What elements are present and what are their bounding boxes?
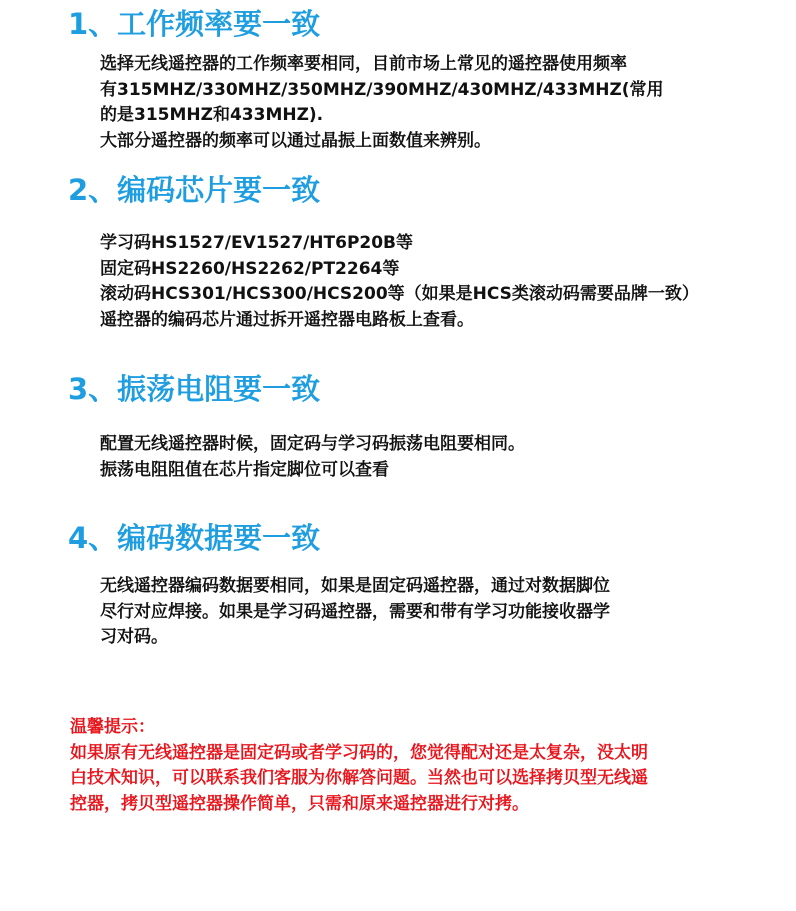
section-4-body (100, 574, 610, 651)
section-4-heading: 4、编码数据要一致 (68, 521, 321, 555)
section-2-line: 固定码HS2260/HS2262/PT2264等 (100, 258, 400, 279)
section-2-line: 学习码HS1527/EV1527/HT6P20B等 (100, 233, 414, 253)
section-2-line: 遥控器的编码芯片通过拆开遥控器电路板上查看。 (100, 309, 474, 330)
tip-line: 白技术知识，可以联系我们客服为你解答问题。当然也可以选择拷贝型无线遥 (70, 768, 648, 788)
section-4-line: 尽行对应焊接。如果是学习码遥控器，需要和带有学习功能接收器学 (100, 601, 610, 622)
section-1-line: 选择无线遥控器的工作频率要相同，目前市场上常见的遥控器使用频率 (100, 54, 627, 74)
section-2-body (100, 231, 699, 333)
section-4-line: 习对码。 (100, 627, 168, 647)
tip-label: 温馨提示： (70, 717, 155, 737)
section-1-body (100, 52, 664, 154)
section-3-heading: 3、振荡电阻要一致 (68, 372, 321, 406)
tip-line: 如果原有无线遥控器是固定码或者学习码的，您觉得配对还是太复杂，没太明 (70, 742, 648, 763)
tip-line: 控器，拷贝型遥控器操作简单，只需和原来遥控器进行对拷。 (70, 793, 529, 814)
section-1-line: 有315MHZ/330MHZ/350MHZ/390MHZ/430MHZ/433MHZ(常用 (100, 79, 664, 100)
section-2-heading: 2、编码芯片要一致 (68, 173, 321, 207)
section-3-line: 振荡电阻阻值在芯片指定脚位可以查看 (100, 459, 389, 480)
section-1-line: 的是315MHZ和433MHZ). (100, 105, 324, 125)
section-4-line: 无线遥控器编码数据要相同，如果是固定码遥控器，通过对数据脚位 (100, 576, 610, 596)
section-3-line: 配置无线遥控器时候，固定码与学习码振荡电阻要相同。 (100, 434, 525, 454)
section-2-line: 滚动码HCS301/HCS300/HCS200等（如果是HCS类滚动码需要品牌一致） (100, 284, 699, 304)
section-1-line: 大部分遥控器的频率可以通过晶振上面数值来辨别。 (100, 130, 491, 151)
section-1-heading: 1、工作频率要一致 (68, 7, 321, 41)
tip-block (70, 715, 648, 817)
section-3-body (100, 432, 525, 483)
